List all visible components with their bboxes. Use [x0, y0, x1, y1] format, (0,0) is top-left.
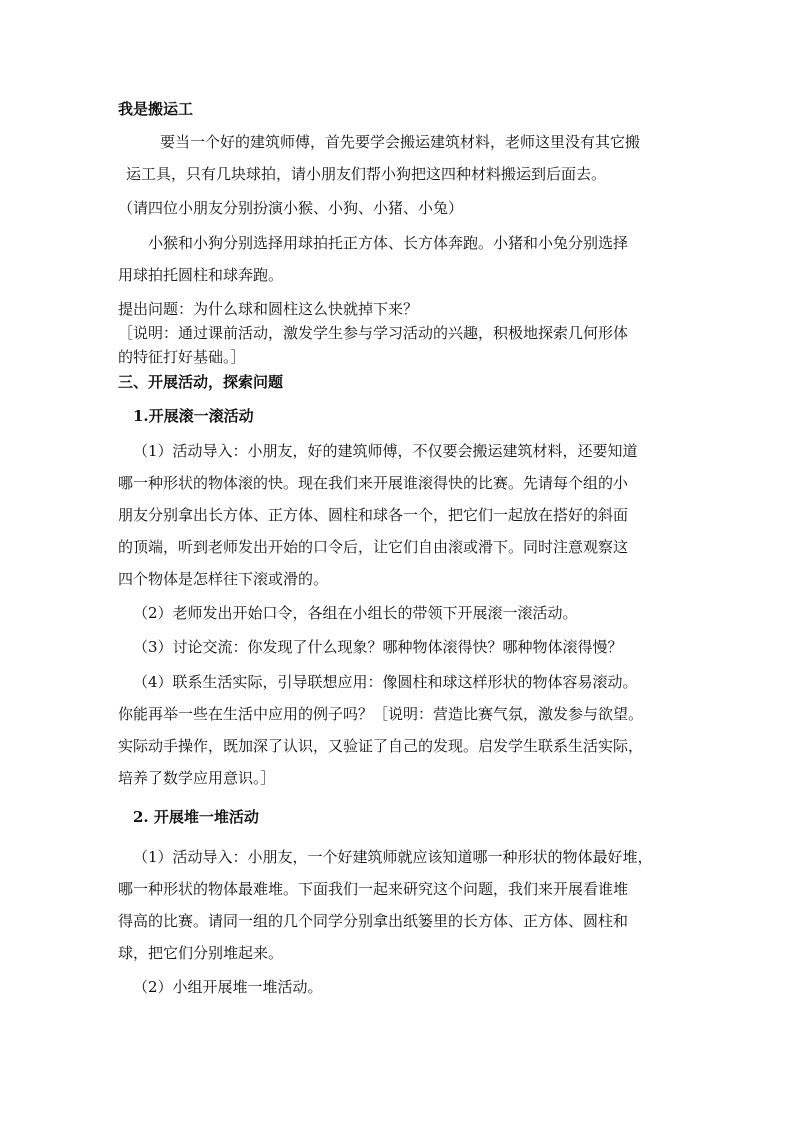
roll-item-3: （3）讨论交流：你发现了什么现象？哪种物体滚得快？哪种物体滚得慢？ [133, 638, 623, 656]
text-line: 得高的比赛。请同一组的几个同学分别拿出纸篓里的长方体、正方体、圆柱和 [118, 912, 629, 930]
text-line: （1）活动导入：小朋友，好的建筑师傅，不仅要会搬运建筑材料，还要知道 [133, 442, 638, 460]
text-line: 四个物体是怎样往下滚或滑的。 [118, 570, 329, 588]
text-line: 小猴和小狗分别选择用球拍托正方体、长方体奔跑。小猪和小兔分别选择 [148, 234, 629, 252]
text-line: 用球拍托圆柱和球奔跑。 [118, 266, 284, 284]
text-line: 运工具，只有几块球拍，请小朋友们帮小狗把这四种材料搬运到后面去。 [126, 165, 607, 183]
roleplay-note: （请四位小朋友分别扮演小猴、小狗、小猪、小兔） [118, 199, 464, 217]
text-line: （1）活动导入：小朋友，一个好建筑师就应该知道哪一种形状的物体最好堆， [133, 848, 653, 866]
text-line: （4）联系生活实际，引导联想应用：像圆柱和球这样形状的物体容易滚动。 [133, 673, 638, 691]
text-line: 要当一个好的建筑师傅，首先要学会搬运建筑材料，老师这里没有其它搬 [160, 133, 641, 151]
question-line: 提出问题：为什么球和圆柱这么快就掉下来？ [118, 300, 419, 318]
roll-item-2: （2）老师发出开始口令，各组在小组长的带领下开展滚一滚活动。 [133, 604, 578, 622]
text-line: 培养了数学应用意识。］ [118, 769, 276, 787]
text-line: ［说明：通过课前活动，激发学生参与学习活动的兴趣，积极地探索几何形体 [118, 324, 629, 342]
text-line: 你能再举一些在生活中应用的例子吗？［说明：营造比赛气氛，激发参与欲望。 [118, 705, 644, 723]
section-heading-worker: 我是搬运工 [118, 100, 194, 118]
text-line: 哪一种形状的物体滚的快。现在我们来开展谁滚得快的比赛。先请每个组的小 [118, 474, 629, 492]
text-line: 朋友分别拿出长方体、正方体、圆柱和球各一个，把它们一起放在搭好的斜面 [118, 506, 629, 524]
subheading-stack: 2. 开展堆一堆活动 [133, 808, 259, 826]
text-line: 的特征打好基础。］ [118, 348, 246, 366]
text-line: 的顶端，听到老师发出开始的口令后，让它们自由滚或滑下。同时注意观察这 [118, 538, 629, 556]
stack-item-2: （2）小组开展堆一堆活动。 [133, 978, 323, 996]
text-line: 实际动手操作，既加深了认识，又验证了自己的发现。启发学生联系生活实际， [118, 737, 644, 755]
text-line: 球，把它们分别堆起来。 [118, 944, 284, 962]
text-line: 哪一种形状的物体最难堆。下面我们一起来研究这个问题，我们来开展看谁堆 [118, 880, 629, 898]
subheading-roll: 1.开展滚一滚活动 [133, 407, 254, 425]
section-heading-three: 三、开展活动，探索问题 [118, 373, 284, 391]
